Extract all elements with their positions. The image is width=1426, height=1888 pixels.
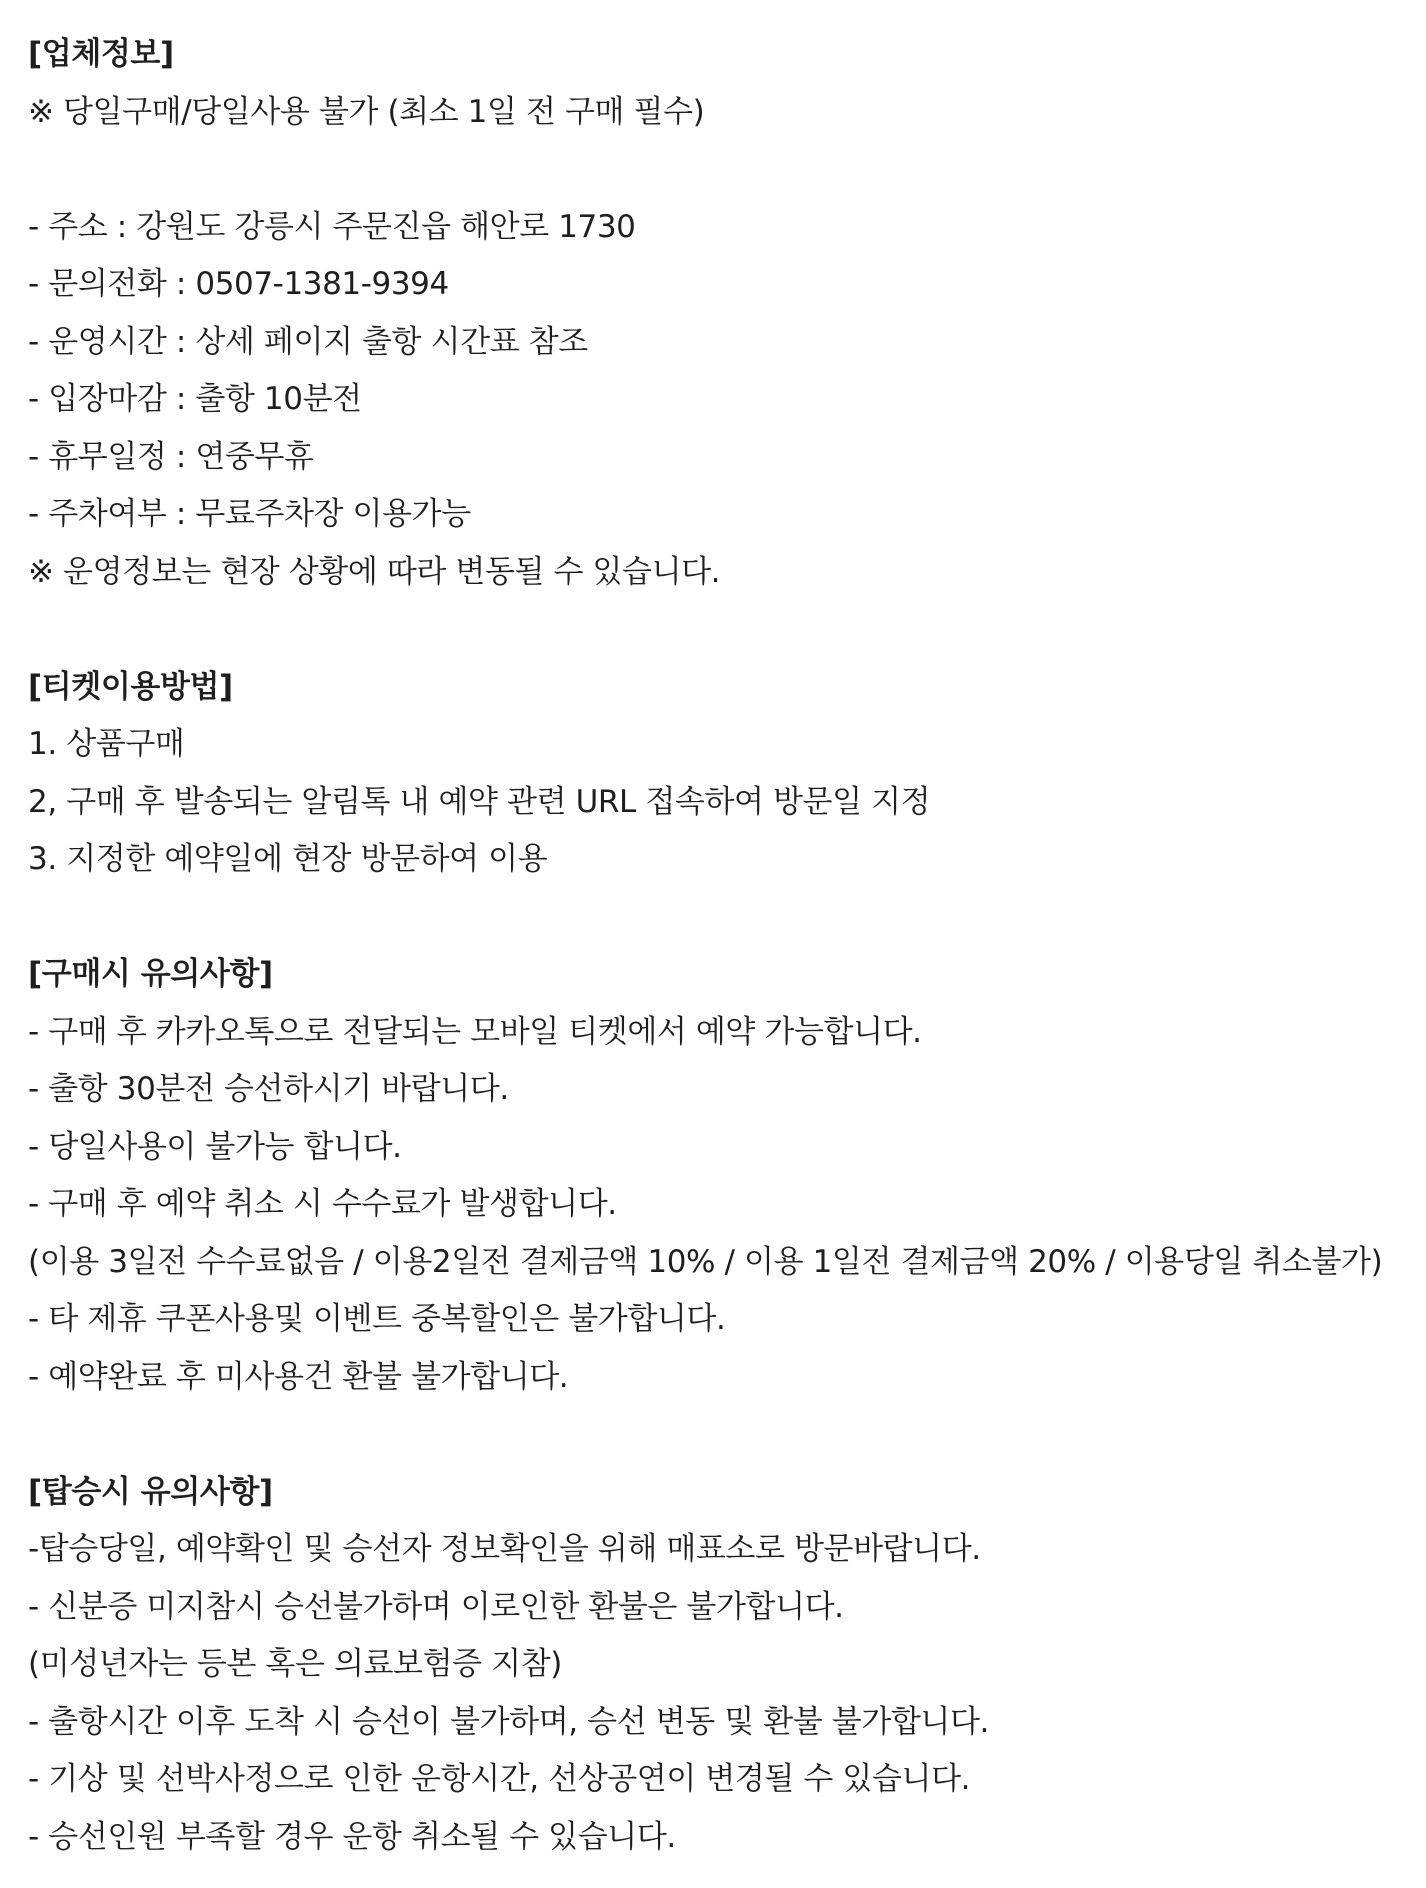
- spacer: [28, 1406, 1426, 1464]
- list-item: - 출항시간 이후 도착 시 승선이 불가하며, 승선 변동 및 환불 불가합니다.: [28, 1703, 989, 1740]
- list-item: 2, 구매 후 발송되는 알림톡 내 예약 관련 URL 접속하여 방문일 지정: [28, 783, 931, 820]
- list-item: - 신분증 미지참시 승선불가하며 이로인한 환불은 불가합니다.: [28, 1588, 844, 1625]
- section-heading-boarding-notes: [탑승시 유의사항]: [28, 1473, 273, 1510]
- notice-line: ※ 운영정보는 현장 상황에 따라 변동될 수 있습니다.: [28, 553, 721, 590]
- section-heading-ticket-usage: [티켓이용방법]: [28, 668, 233, 705]
- spacer: [28, 141, 1426, 199]
- list-item: - 당일사용이 불가능 합니다.: [28, 1128, 402, 1165]
- spacer: [28, 889, 1426, 947]
- info-parking: - 주차여부 : 무료주차장 이용가능: [28, 496, 471, 532]
- list-item: (이용 3일전 수수료없음 / 이용2일전 결제금액 10% / 이용 1일전 결제금액 20% / 이용당일 취소불가): [28, 1243, 1383, 1280]
- section-heading-company-info: [업체정보]: [28, 36, 174, 72]
- list-item: -탑승당일, 예약확인 및 승선자 정보확인을 위해 매표소로 방문바랍니다.: [28, 1531, 981, 1567]
- info-hours: - 운영시간 : 상세 페이지 출항 시간표 참조: [28, 323, 588, 360]
- list-item: - 예약완료 후 미사용건 환불 불가합니다.: [28, 1358, 569, 1395]
- list-item: - 구매 후 예약 취소 시 수수료가 발생합니다.: [28, 1186, 617, 1222]
- spacer: [28, 601, 1426, 659]
- section-heading-purchase-notes: [구매시 유의사항]: [28, 956, 273, 992]
- info-closed-days: - 휴무일정 : 연중무휴: [28, 438, 314, 475]
- info-phone: - 문의전화 : 0507-1381-9394: [28, 266, 449, 302]
- list-item: (미성년자는 등본 혹은 의료보험증 지참): [28, 1646, 562, 1682]
- info-address: - 주소 : 강원도 강릉시 주문진읍 해안로 1730: [28, 208, 636, 245]
- list-item: - 타 제휴 쿠폰사용및 이벤트 중복할인은 불가합니다.: [28, 1301, 726, 1337]
- list-item: - 승선인원 부족할 경우 운항 취소될 수 있습니다.: [28, 1818, 676, 1855]
- list-item: 3. 지정한 예약일에 현장 방문하여 이용: [28, 841, 548, 877]
- list-item: 1. 상품구매: [28, 726, 185, 762]
- list-item: - 구매 후 카카오톡으로 전달되는 모바일 티켓에서 예약 가능합니다.: [28, 1013, 922, 1050]
- list-item: - 기상 및 선박사정으로 인한 운항시간, 선상공연이 변경될 수 있습니다.: [28, 1761, 971, 1797]
- notice-line: ※ 당일구매/당일사용 불가 (최소 1일 전 구매 필수): [28, 93, 705, 130]
- list-item: - 출항 30분전 승선하시기 바랍니다.: [28, 1071, 509, 1107]
- info-entry-deadline: - 입장마감 : 출항 10분전: [28, 381, 362, 417]
